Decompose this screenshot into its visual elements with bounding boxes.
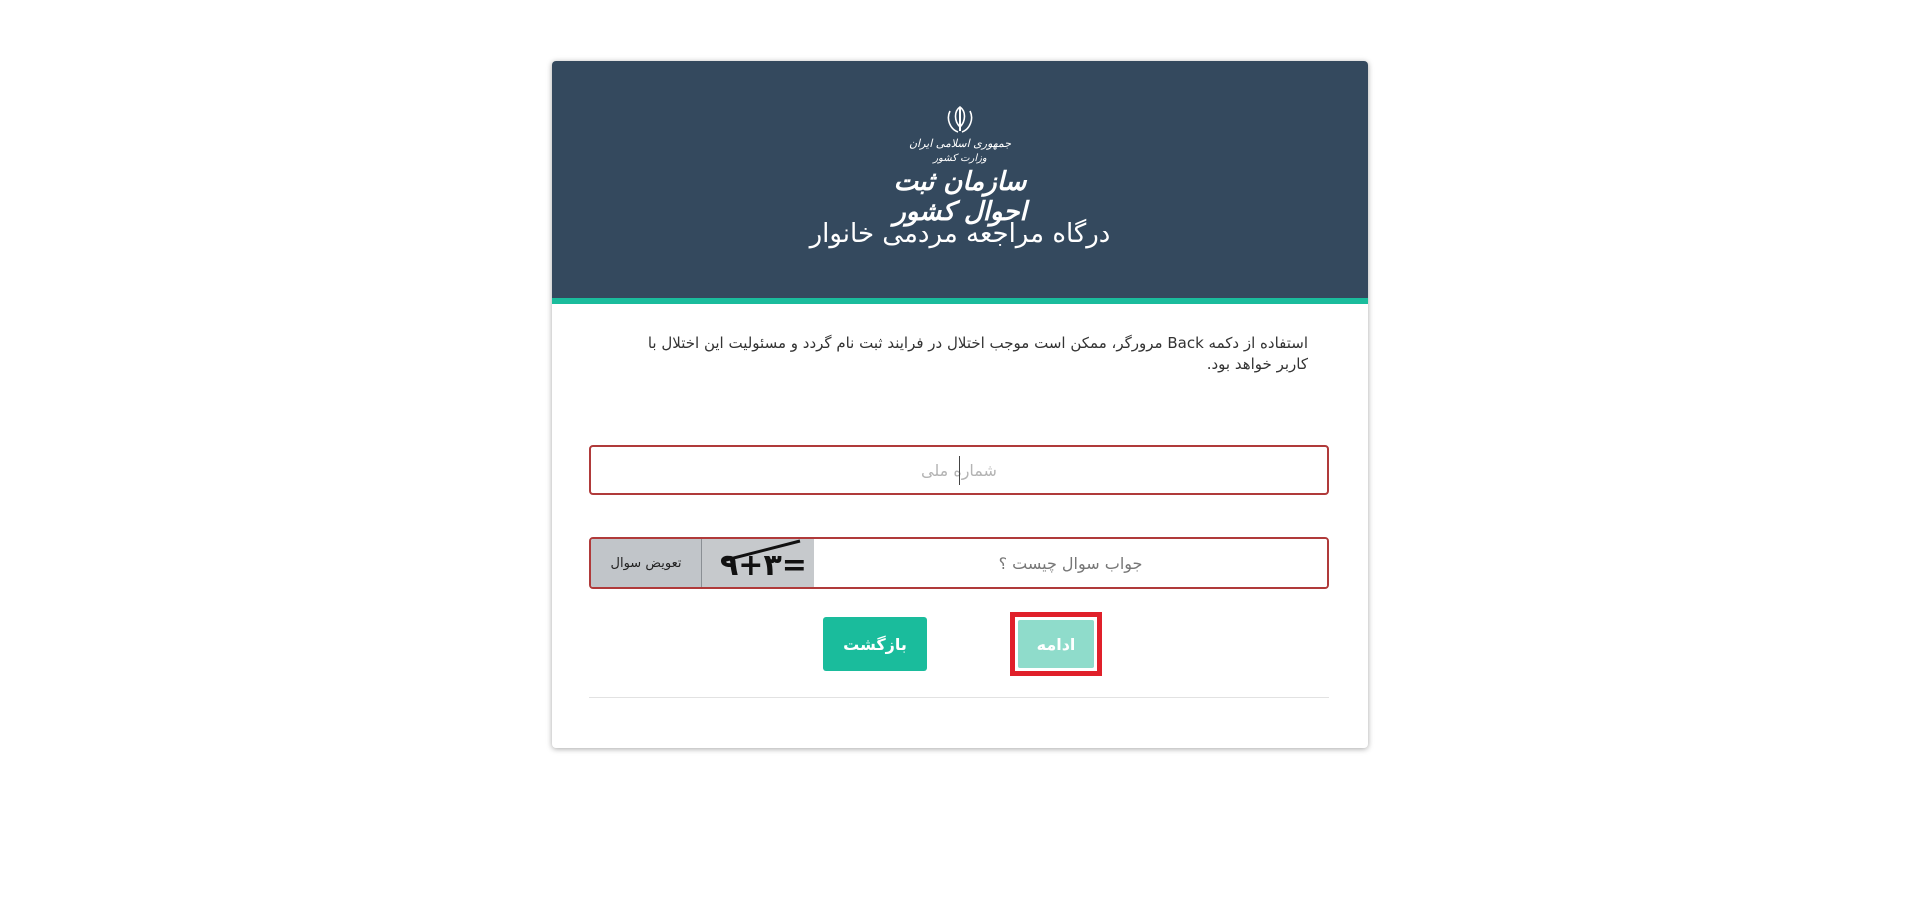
login-card	[552, 61, 1368, 748]
captcha-image	[702, 539, 814, 587]
organization-logo	[870, 105, 1050, 227]
captcha-answer-input[interactable]	[814, 539, 1327, 587]
text-caret	[959, 456, 960, 485]
refresh-captcha-label: تعویض سوال	[610, 555, 682, 571]
continue-button[interactable]	[1018, 620, 1094, 668]
iran-emblem-icon	[944, 105, 976, 135]
portal-title: درگاه مراجعه مردمی خانوار	[809, 219, 1111, 249]
back-button-label: بازگشت	[843, 634, 907, 654]
captcha-group	[589, 537, 1329, 589]
header-accent-bar	[552, 298, 1368, 304]
divider	[589, 697, 1329, 698]
logo-text-line1: جمهوری اسلامی ایران	[908, 137, 1012, 150]
logo-text-line3: سازمان ثبت احوال کشور	[893, 167, 1027, 227]
captcha-text: ۹+۳=	[720, 548, 807, 583]
back-button-warning: استفاده از دکمه Back مرورگر، ممکن است موجب اختلال در فرایند ثبت نام گردد و مسئولیت این اختلال با کاربر خواهد بود.	[647, 334, 1308, 373]
back-button[interactable]	[823, 617, 927, 671]
refresh-captcha-button[interactable]	[591, 539, 702, 587]
continue-button-label: ادامه	[1036, 634, 1076, 654]
logo-text-line2: وزارت کشور	[933, 153, 987, 164]
card-header	[552, 61, 1368, 298]
